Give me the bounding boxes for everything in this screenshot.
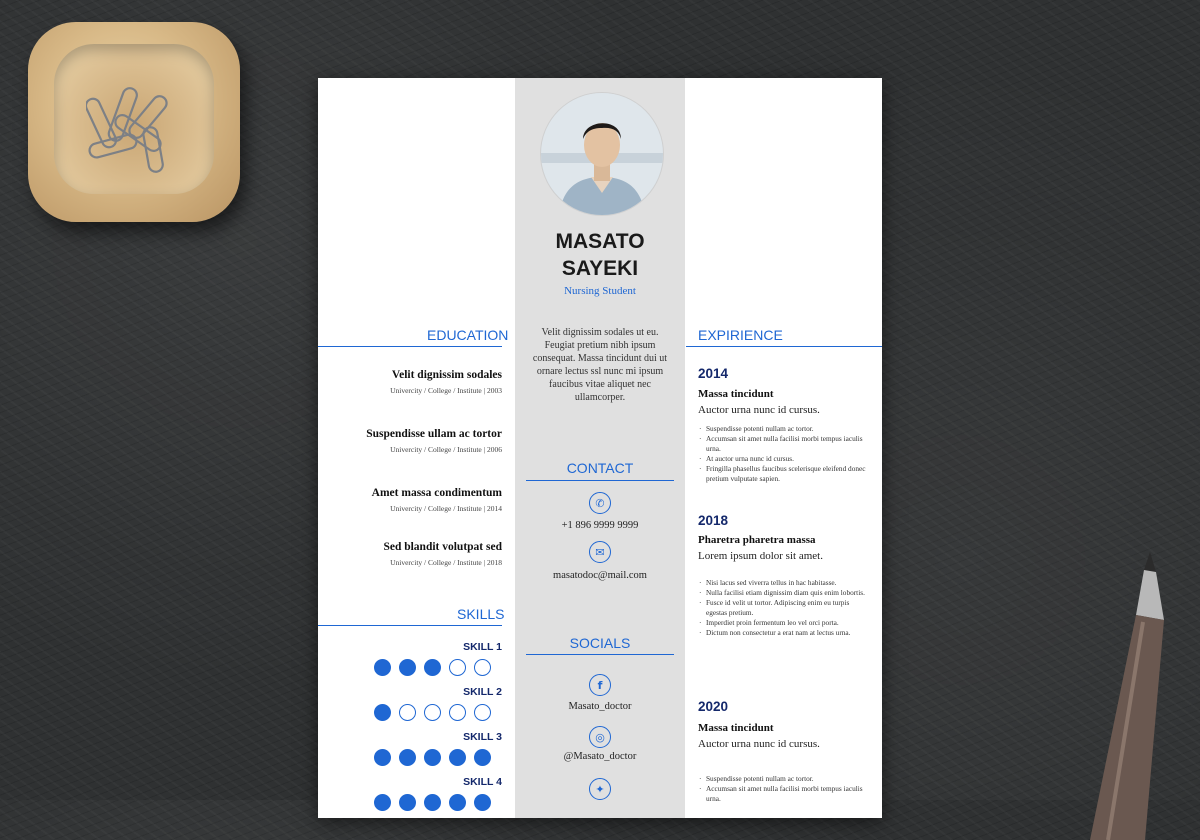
skill-dot-filled (399, 749, 416, 766)
skill-dot-filled (399, 794, 416, 811)
contact-heading: CONTACT (566, 460, 634, 476)
skill-rating (374, 704, 491, 721)
experience-title: Pharetra pharetra massa (698, 534, 816, 546)
education-heading: EDUCATION (427, 327, 509, 343)
education-subtitle: Univercity / College / Institute | 2014 (390, 504, 502, 513)
skill-dot-filled (449, 749, 466, 766)
phone-number[interactable]: +1 896 9999 9999 (561, 520, 639, 531)
skill-dot-filled (449, 794, 466, 811)
education-item (318, 369, 502, 395)
skill-dot-empty (449, 704, 466, 721)
skill-rating (374, 794, 491, 811)
bullet-item: · Accumsan sit amet nulla facilisi morbi tempus iaculis urna. (706, 784, 871, 804)
skills-heading: SKILLS (457, 606, 505, 622)
bullet-item: · Suspendisse potenti nullam ac tortor. (706, 424, 871, 434)
experience-bullets (698, 424, 871, 484)
skill-dot-filled (374, 704, 391, 721)
education-item (318, 541, 502, 567)
experience-bullets (698, 578, 871, 638)
skill-dot-filled (424, 749, 441, 766)
experience-divider (686, 346, 882, 347)
wooden-bowl (28, 22, 240, 222)
experience-year: 2018 (698, 513, 729, 528)
experience-year: 2014 (698, 366, 729, 381)
full-name (515, 228, 685, 282)
skill-dot-empty (399, 704, 416, 721)
education-item (318, 428, 502, 454)
skill-dot-filled (424, 794, 441, 811)
bullet-item: · Suspendisse potenti nullam ac tortor. (706, 774, 871, 784)
bullet-item: · Fringilla phasellus faucibus scelerisque eleifend donec pretium vulputate sapien. (706, 464, 871, 484)
experience-description: Auctor urna nunc id cursus. (698, 738, 820, 750)
skill-label: SKILL 1 (463, 641, 502, 653)
bullet-item: · Imperdiet proin fermentum leo vel orci porta. (706, 618, 871, 628)
job-role: Nursing Student (564, 285, 636, 297)
person-silhouette-icon (541, 93, 663, 215)
education-title: Suspendisse ullam ac tortor (366, 428, 502, 440)
education-title: Amet massa condimentum (371, 487, 502, 499)
education-subtitle: Univercity / College / Institute | 2006 (390, 445, 502, 454)
socials-divider (526, 654, 674, 655)
skill-dot-filled (399, 659, 416, 676)
bullet-item: · At auctor urna nunc id cursus. (706, 454, 871, 464)
phone-icon: ✆ (589, 492, 611, 514)
experience-description: Auctor urna nunc id cursus. (698, 404, 820, 416)
instagram-handle[interactable]: @Masato_doctor (563, 751, 637, 762)
mail-icon: ✉ (589, 541, 611, 563)
contact-divider (526, 480, 674, 481)
pen (1040, 540, 1200, 840)
experience-title: Massa tincidunt (698, 722, 774, 734)
bullet-item: · Nisi lacus sed viverra tellus in hac habitasse. (706, 578, 871, 588)
paper-clip-icon (86, 77, 186, 187)
bullet-item: · Fusce id velit ut tortor. Adipiscing enim eu turpis egestas pretium. (706, 598, 871, 618)
education-subtitle: Univercity / College / Institute | 2018 (390, 558, 502, 567)
skill-dot-empty (424, 704, 441, 721)
email-address[interactable]: masatodoc@mail.com (553, 570, 647, 581)
education-subtitle: Univercity / College / Institute | 2003 (390, 386, 502, 395)
experience-description: Lorem ipsum dolor sit amet. (698, 550, 823, 562)
bullet-item: · Nulla facilisi etiam dignissim diam quis enim lobortis. (706, 588, 871, 598)
instagram-icon[interactable]: ◎ (589, 726, 611, 748)
resume-page (318, 78, 882, 818)
skill-dot-empty (474, 659, 491, 676)
last-name: SAYEKI (561, 257, 639, 280)
skill-label: SKILL 3 (463, 731, 502, 743)
bullet-item: · Dictum non consectetur a erat nam at lectus urna. (706, 628, 871, 638)
skill-dot-filled (374, 659, 391, 676)
education-item (318, 487, 502, 513)
skill-dot-filled (374, 749, 391, 766)
skill-dot-empty (474, 704, 491, 721)
twitter-icon[interactable]: ✦ (589, 778, 611, 800)
bullet-item: · Accumsan sit amet nulla facilisi morbi tempus iaculis urna. (706, 434, 871, 454)
skill-rating (374, 659, 491, 676)
education-title: Sed blandit volutpat sed (383, 541, 502, 553)
education-title: Velit dignissim sodales (391, 369, 502, 381)
skill-rating (374, 749, 491, 766)
experience-title: Massa tincidunt (698, 388, 774, 400)
skill-label: SKILL 4 (463, 776, 502, 788)
skill-dot-filled (474, 794, 491, 811)
socials-heading: SOCIALS (569, 635, 631, 651)
facebook-icon[interactable]: f (589, 674, 611, 696)
skills-divider (318, 625, 502, 626)
first-name: MASATO (555, 230, 645, 253)
skill-dot-filled (424, 659, 441, 676)
facebook-handle[interactable]: Masato_doctor (568, 701, 632, 712)
skill-dot-empty (449, 659, 466, 676)
intro-text: Velit dignissim sodales ut eu. Feugiat pretium nibh ipsum consequat. Massa tincidunt dui ut ornare lectus ssl nunc mi ipsum faucibus vitae aliquet nec ullamcorper. (532, 327, 668, 403)
education-divider (318, 346, 502, 347)
experience-year: 2020 (698, 699, 729, 714)
skill-label: SKILL 2 (463, 686, 502, 698)
experience-heading: EXPIRIENCE (698, 327, 783, 343)
profile-photo (540, 92, 664, 216)
skill-dot-filled (474, 749, 491, 766)
skill-dot-filled (374, 794, 391, 811)
